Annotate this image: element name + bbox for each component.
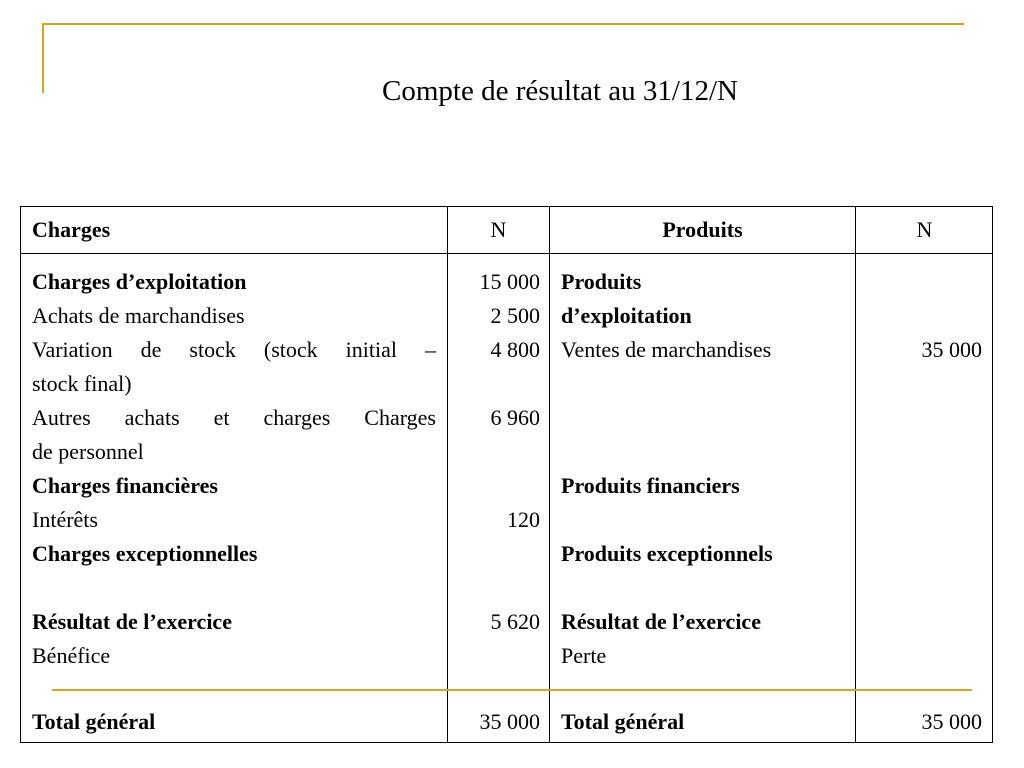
charges-financieres-title: Charges financières xyxy=(32,473,218,498)
produits-total-label: Total général xyxy=(561,709,685,734)
table-border-bottom xyxy=(20,742,993,743)
produits-amount-column xyxy=(860,265,982,367)
interets-label: Intérêts xyxy=(32,507,98,532)
header-charges: Charges xyxy=(32,217,111,242)
produits-column xyxy=(561,265,851,673)
achats-label: Achats de marchandises xyxy=(32,303,245,328)
table-border-left xyxy=(20,206,21,743)
header-n-charges: N xyxy=(490,217,507,242)
variation-amount: 4 800 xyxy=(490,337,540,362)
produits-exploitation-title-line1: Produits xyxy=(561,269,642,294)
header-n-produits: N xyxy=(916,217,933,242)
ventes-amount: 35 000 xyxy=(921,337,982,362)
charges-column xyxy=(32,265,436,673)
column-divider-1 xyxy=(447,206,448,743)
autres-label-line2: de personnel xyxy=(32,439,144,464)
charges-exploitation-title: Charges d’exploitation xyxy=(32,269,247,294)
interets-amount: 120 xyxy=(507,507,540,532)
charges-amount-column xyxy=(450,265,540,673)
autres-amount: 6 960 xyxy=(490,405,540,430)
decorative-top-rule xyxy=(42,23,964,25)
column-divider-3 xyxy=(855,206,856,743)
charges-total-amount: 35 000 xyxy=(479,709,540,734)
income-statement-table xyxy=(20,206,993,743)
autres-label-line1: Autres achats et charges Charges xyxy=(32,405,436,430)
decorative-bottom-rule xyxy=(52,689,972,691)
produits-resultat-title: Résultat de l’exercice xyxy=(561,609,761,634)
charges-total-label: Total général xyxy=(32,709,156,734)
column-divider-2 xyxy=(549,206,550,743)
exploitation-amount: 15 000 xyxy=(479,269,540,294)
charges-resultat-title: Résultat de l’exercice xyxy=(32,609,232,634)
produits-total-amount: 35 000 xyxy=(921,709,982,734)
variation-label-line2: stock final) xyxy=(32,371,132,396)
perte-label: Perte xyxy=(561,643,607,668)
page-title: Compte de résultat au 31/12/N xyxy=(382,75,738,107)
benefice-label: Bénéfice xyxy=(32,643,111,668)
charges-exceptionnelles-title: Charges exceptionnelles xyxy=(32,541,258,566)
table-border-right xyxy=(992,206,993,743)
variation-label-line1: Variation de stock (stock initial – xyxy=(32,337,436,362)
table-header-separator xyxy=(20,253,993,254)
produits-exploitation-title-line2: d’exploitation xyxy=(561,303,692,328)
resultat-amount: 5 620 xyxy=(490,609,540,634)
ventes-label: Ventes de marchandises xyxy=(561,337,772,362)
header-produits: Produits xyxy=(662,217,743,242)
achats-amount: 2 500 xyxy=(490,303,540,328)
produits-exceptionnels-title: Produits exceptionnels xyxy=(561,541,773,566)
produits-financiers-title: Produits financiers xyxy=(561,473,740,498)
